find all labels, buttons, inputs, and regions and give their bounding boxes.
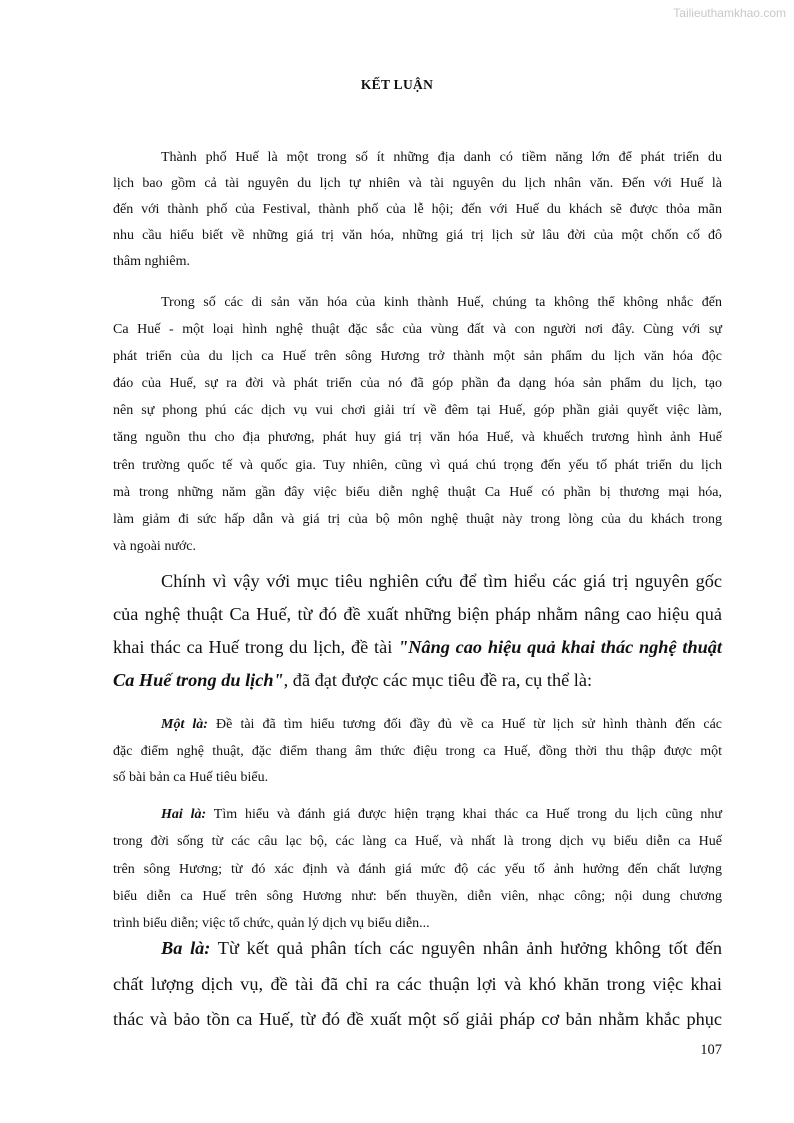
text-line [113, 885, 722, 909]
text-line [113, 712, 722, 739]
text-line [113, 598, 722, 631]
text-run: số bài bản ca Huế tiêu biểu. [113, 770, 269, 785]
text-line [113, 830, 722, 854]
paragraph-hai-la [113, 803, 722, 936]
text-line [113, 223, 722, 249]
text-line [113, 506, 722, 533]
text-line [113, 803, 722, 827]
text-run: Thành phố Huế là một trong số ít những địa danh có tiềm năng lớn để phát triển du [161, 150, 722, 165]
text-line [113, 370, 722, 397]
text-line [113, 424, 722, 451]
text-line [113, 316, 722, 343]
text-run: Chính vì vậy với mục tiêu nghiên cứu để tìm hiểu các giá trị nguyên gốc [161, 571, 722, 591]
text-run: phát triển của du lịch ca Huế trên sông Hương trở thành một sản phẩm du lịch văn hóa độc [113, 349, 722, 365]
text-run: Ca Huế - một loại hình nghệ thuật đặc sắc của vùng đất và con người nơi đây. Cùng với sự [113, 322, 722, 338]
text-run: biểu diễn ca Huế trên sông Hương như: bến thuyền, diễn viên, nhạc công; nội dung chương [113, 888, 722, 904]
text-line [113, 973, 722, 995]
text-run: trên trường quốc tế và quốc gia. Tuy nhiên, cũng vì quá chú trọng đến yếu tố phát triển du lịch [113, 457, 722, 473]
text-run: trong đời sống từ các câu lạc bộ, các làng ca Huế, và nhất là trong dịch vụ biểu diễn ca Huế [113, 834, 722, 850]
text-line [113, 479, 722, 506]
text-line [113, 765, 722, 792]
text-line [113, 631, 722, 664]
text-line [113, 1008, 722, 1030]
text-line [113, 197, 722, 223]
text-run: nhu cầu hiểu biết về những giá trị văn hóa, những giá trị lịch sử lâu đời của một chốn cố đô [113, 228, 722, 243]
text-line [113, 397, 722, 424]
emphasis-text: "Nâng cao hiệu quả khai thác nghệ thuật [398, 637, 723, 657]
emphasis-text: Một là: [161, 717, 208, 732]
text-line [113, 249, 722, 275]
text-line [113, 145, 722, 171]
text-line [113, 289, 722, 316]
text-run: tăng nguồn thu cho địa phương, phát huy giá trị văn hóa Huế, và khuếch trương hình ảnh Huế [113, 430, 722, 446]
text-run: làm giảm đi sức hấp dẫn và giá trị của bộ môn nghệ thuật này trong lòng của du khách trong [113, 511, 722, 527]
emphasis-text: Ba là: [161, 938, 211, 958]
text-run: Tìm hiểu và đánh giá được hiện trạng khai thác ca Huế trong du lịch cũng như [206, 807, 722, 822]
text-run: đến với thành phố của Festival, thành phố của lễ hội; đến với Huế du khách sẽ được thỏa mãn [113, 202, 722, 217]
text-run: trên sông Hương; từ đó xác định và đánh giá mức độ các yếu tố ảnh hưởng đến chất lượng [113, 861, 722, 877]
text-run: , đã đạt được các mục tiêu đề ra, cụ thể là: [283, 670, 593, 690]
paragraph-objectives [113, 565, 722, 697]
text-run: đáo của Huế, sự ra đời và phát triển của nó đã góp phần đa dạng hóa sản phẩm du lịch, tạo [113, 376, 722, 392]
text-run: đặc điểm nghệ thuật, đặc điểm thang âm thức điệu trong ca Huế, đồng thời thu thập được một [113, 743, 722, 759]
text-line [113, 452, 722, 479]
text-line [113, 739, 722, 766]
emphasis-text: Hai là: [161, 807, 207, 822]
emphasis-text: Ca Huế trong du lịch" [113, 670, 284, 690]
paragraph-intro [113, 145, 722, 275]
text-run: và ngoài nước. [113, 538, 197, 554]
paragraph-ca-hue [113, 289, 722, 560]
text-run: thác và bảo tồn ca Huế, từ đó đề xuất một số giải pháp cơ bản nhằm khắc phục [113, 1009, 722, 1029]
text-line [113, 533, 722, 560]
text-run: lịch bao gồm cả tài nguyên du lịch tự nhiên và tài nguyên du lịch nhân văn. Đến với Huế là [113, 176, 722, 191]
text-line [113, 565, 722, 598]
watermark: Tailieuthamkhao.com [673, 6, 786, 20]
text-line [113, 343, 722, 370]
text-line [113, 912, 722, 936]
page-number: 107 [700, 1042, 722, 1058]
text-run: trình biểu diễn; việc tổ chức, quản lý dịch vụ biểu diễn... [113, 916, 430, 932]
text-line [113, 664, 722, 697]
text-run: Đề tài đã tìm hiểu tương đối đầy đủ về ca Huế từ lịch sử hình thành đến các [207, 717, 723, 732]
text-run: mà trong những năm gần đây việc biểu diễn nghệ thuật Ca Huế có phần bị thương mại hóa, [113, 484, 722, 500]
text-line [113, 858, 722, 882]
paragraph-mot-la [113, 712, 722, 792]
text-run: chất lượng dịch vụ, đề tài đã chỉ ra các thuận lợi và khó khăn trong việc khai [113, 973, 722, 994]
text-line [113, 171, 722, 197]
text-line [113, 937, 722, 959]
text-run: nên sự phong phú các dịch vụ vui chơi giải trí về đêm tại Huế, góp phần giải quyết việc làm, [113, 403, 722, 419]
paragraph-ba-la [113, 937, 722, 1030]
text-run: Trong số các di sản văn hóa của kinh thành Huế, chúng ta không thể không nhắc đến [161, 295, 722, 310]
text-run: khai thác ca Huế trong du lịch, đề tài [113, 637, 399, 657]
text-run: Từ kết quả phân tích các nguyên nhân ảnh hưởng không tốt đến [210, 938, 722, 958]
text-run: của nghệ thuật Ca Huế, từ đó đề xuất những biện pháp nhằm nâng cao hiệu quả [113, 604, 722, 624]
section-title: KẾT LUẬN [360, 77, 434, 92]
text-run: thâm nghiêm. [113, 254, 190, 269]
